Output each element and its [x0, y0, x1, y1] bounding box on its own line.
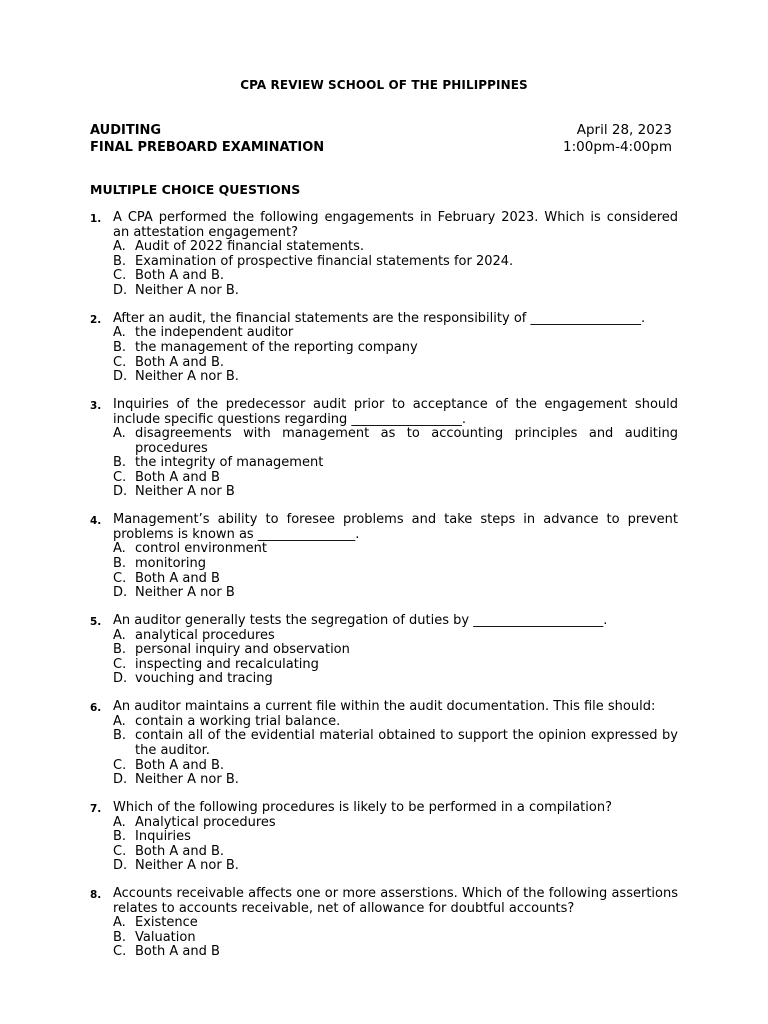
option-text: monitoring — [135, 556, 206, 572]
option-letter: A. — [113, 239, 126, 255]
option-letter: A. — [113, 325, 126, 341]
option-text: Neither A nor B. — [135, 772, 239, 788]
option-text: contain a working trial balance. — [135, 713, 341, 729]
option-letter: A. — [113, 713, 126, 729]
question-item — [90, 887, 678, 960]
option-letter: C. — [113, 354, 127, 370]
question-number: 3. — [90, 399, 102, 412]
question-list — [90, 211, 678, 973]
option-text: Valuation — [135, 929, 196, 945]
answer-option — [113, 542, 678, 557]
option-letter: B. — [113, 455, 127, 471]
question-item — [90, 700, 678, 788]
option-text: the integrity of management — [135, 455, 324, 471]
option-text: inspecting and recalculating — [135, 656, 319, 672]
option-text: control environment — [135, 541, 267, 557]
question-number: 2. — [90, 313, 102, 326]
answer-option — [113, 586, 678, 601]
question-number: 4. — [90, 515, 102, 528]
option-letter: D. — [113, 671, 128, 687]
option-letter: A. — [113, 627, 126, 643]
answer-option — [113, 759, 678, 774]
option-letter: C. — [113, 469, 127, 485]
school-title: CPA REVIEW SCHOOL OF THE PHILIPPINES — [240, 78, 528, 92]
option-text: Both A and B. — [135, 757, 225, 773]
answer-option — [113, 557, 678, 572]
answer-option — [113, 845, 678, 860]
option-text: Both A and B. — [135, 354, 225, 370]
option-letter: A. — [113, 915, 126, 931]
exam-subject-block — [90, 122, 324, 156]
option-letter: D. — [113, 282, 128, 298]
option-letter: C. — [113, 944, 127, 960]
option-text: Neither A nor B. — [135, 858, 239, 874]
option-letter: A. — [113, 814, 126, 830]
option-text: personal inquiry and observation — [135, 642, 350, 658]
answer-option — [113, 370, 678, 385]
option-letter: D. — [113, 585, 128, 601]
question-number: 5. — [90, 616, 102, 628]
option-letter: D. — [113, 484, 128, 500]
answer-option — [113, 715, 678, 730]
answer-option — [113, 643, 678, 658]
option-text: Both A and B. — [135, 843, 225, 859]
question-number: 6. — [90, 702, 102, 715]
option-text: Analytical procedures — [135, 814, 276, 830]
option-text: Both A and B — [135, 944, 220, 960]
exam-schedule-block — [563, 122, 672, 156]
question-text: An auditor generally tests the segregation of duties by ____________________. — [113, 613, 608, 628]
question-number: 8. — [90, 889, 102, 902]
option-letter: C. — [113, 656, 127, 672]
answer-option — [113, 284, 678, 299]
answer-option — [113, 269, 678, 284]
option-letter: C. — [113, 843, 127, 859]
option-letter: B. — [113, 642, 127, 658]
answer-option — [113, 572, 678, 587]
question-number: 7. — [90, 802, 102, 815]
option-text: analytical procedures — [135, 627, 275, 643]
answer-option — [113, 729, 678, 758]
option-letter: B. — [113, 556, 127, 572]
option-letter: C. — [113, 757, 127, 773]
answer-option — [113, 816, 678, 831]
answer-option — [113, 931, 678, 946]
question-text: An auditor maintains a current file within the audit documentation. This file should: — [113, 699, 656, 715]
option-text: Neither A nor B — [135, 585, 235, 601]
answer-option — [113, 240, 678, 255]
answer-option — [113, 485, 678, 500]
answer-option — [113, 945, 678, 960]
question-text: Inquiries of the predecessor audit prior to acceptance of the engagement should include specific questions regarding _________________. — [113, 396, 678, 427]
option-letter: D. — [113, 858, 128, 874]
answer-option — [113, 255, 678, 270]
exam-time: 1:00pm-4:00pm — [563, 139, 672, 155]
answer-option — [113, 341, 678, 356]
answer-option — [113, 427, 678, 456]
option-text: vouching and tracing — [135, 671, 273, 687]
option-text: Audit of 2022 financial statements. — [135, 239, 365, 255]
option-text: the independent auditor — [135, 325, 294, 341]
question-text: Accounts receivable affects one or more asserstions. Which of the following assertions relates to accounts receivable, net of allowance for doubtful accounts? — [113, 886, 678, 916]
option-text: Examination of prospective financial statements for 2024. — [135, 253, 514, 269]
option-letter: D. — [113, 772, 128, 788]
option-letter: B. — [113, 929, 127, 945]
option-letter: B. — [113, 339, 127, 355]
answer-option — [113, 456, 678, 471]
section-title: MULTIPLE CHOICE QUESTIONS — [90, 182, 301, 197]
option-letter: C. — [113, 570, 127, 586]
option-text: contain all of the evidential material obtained to support the opinion expressed by the auditor. — [135, 728, 678, 758]
answer-option — [113, 471, 678, 486]
answer-option — [113, 859, 678, 874]
answer-option — [113, 672, 678, 687]
answer-option — [113, 629, 678, 644]
option-text: disagreements with management as to accounting principles and auditing procedures — [135, 426, 678, 456]
option-letter: B. — [113, 728, 127, 744]
option-text: Neither A nor B. — [135, 282, 239, 298]
question-text: A CPA performed the following engagements in February 2023. Which is considered an attestation engagement? — [113, 210, 678, 240]
option-letter: D. — [113, 369, 128, 385]
question-item — [90, 513, 678, 601]
option-text: the management of the reporting company — [135, 339, 418, 355]
option-letter: B. — [113, 253, 127, 269]
option-text: Inquiries — [135, 829, 191, 845]
answer-option — [113, 916, 678, 931]
answer-option — [113, 830, 678, 845]
option-letter: A. — [113, 426, 126, 442]
option-letter: B. — [113, 829, 127, 845]
subject-title: AUDITING — [90, 123, 162, 138]
question-item — [90, 312, 678, 385]
exam-date: April 28, 2023 — [576, 122, 672, 138]
exam-title: FINAL PREBOARD EXAMINATION — [90, 140, 325, 155]
question-item — [90, 614, 678, 687]
answer-option — [113, 773, 678, 788]
question-text: Management’s ability to foresee problems and take steps in advance to prevent problems is known as _______________. — [113, 512, 678, 542]
answer-option — [113, 326, 678, 341]
option-letter: A. — [113, 541, 126, 557]
question-item — [90, 801, 678, 874]
option-text: Neither A nor B — [135, 484, 235, 500]
option-text: Neither A nor B. — [135, 369, 239, 385]
option-text: Both A and B. — [135, 268, 225, 284]
option-text: Existence — [135, 915, 198, 931]
answer-option — [113, 356, 678, 371]
question-number: 1. — [90, 213, 102, 225]
option-text: Both A and B — [135, 469, 220, 485]
question-item — [90, 398, 678, 500]
option-letter: C. — [113, 268, 127, 284]
option-text: Both A and B — [135, 570, 220, 586]
question-item — [90, 211, 678, 299]
question-text: Which of the following procedures is likely to be performed in a compilation? — [113, 799, 612, 815]
answer-option — [113, 658, 678, 673]
question-text: After an audit, the financial statements are the responsibility of _________________. — [113, 310, 646, 326]
